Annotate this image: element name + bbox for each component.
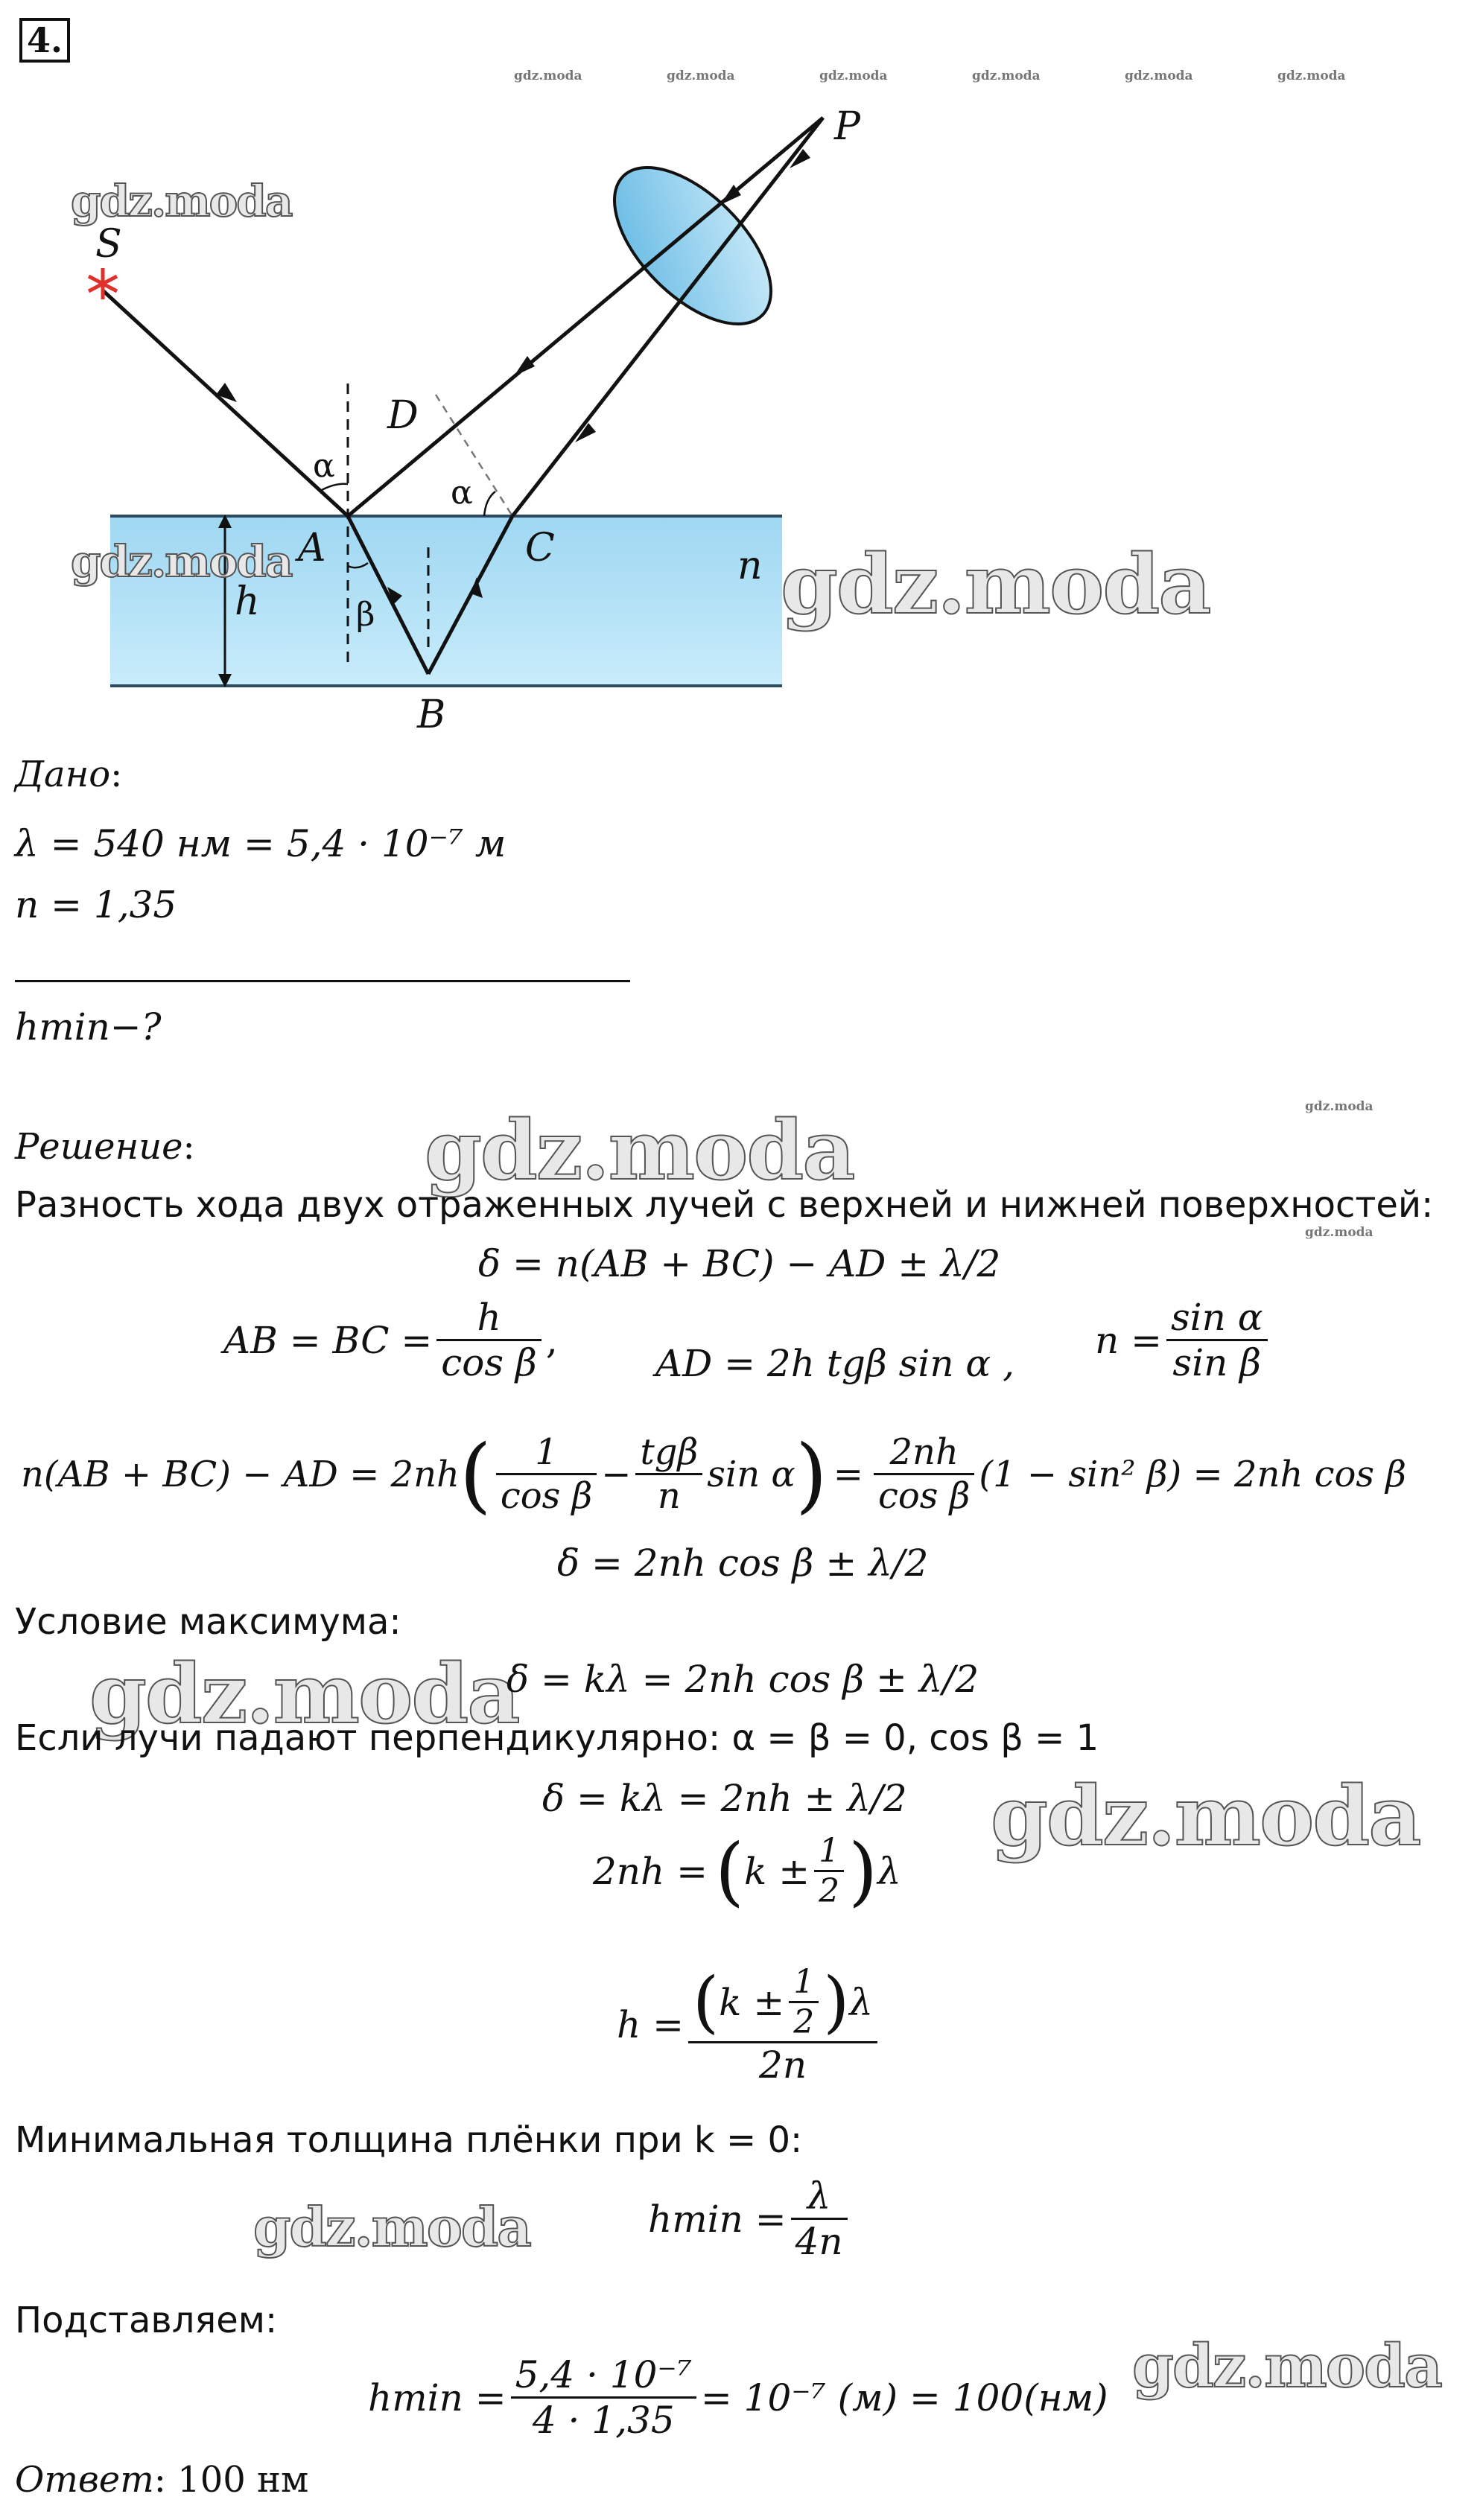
- watermark: gdz.moda: [89, 1646, 519, 1742]
- answer: Ответ: 100 нм: [15, 2459, 309, 2501]
- label-alpha-2: α: [451, 474, 473, 512]
- watermark-small: gdz.moda: [1125, 69, 1193, 83]
- eq-2nh: 2nh = ( k ± $\frac{1}{2}$ ) λ: [593, 1827, 901, 1915]
- eq-delta-result: δ = 2nh cos β ± λ/2: [557, 1541, 929, 1585]
- eq-hmin-formula: hmin = $\frac{\lambda}{4n}$: [648, 2174, 852, 2263]
- label-b: B: [417, 693, 446, 737]
- watermark: gdz.moda: [71, 536, 292, 587]
- eq-n-snell: n = $\frac{\text{sin α}}{\text{sin β}}$: [1095, 1296, 1272, 1384]
- watermark-small: gdz.moda: [667, 69, 735, 83]
- eq-hmin-value: hmin = $\frac{\text{5,4 · 10⁻⁷}}{4 \cdot 1,35}$ = 10⁻⁷ (м) = 100(нм): [368, 2353, 1108, 2442]
- eq-delta: δ = n(AB + BC) − AD ± λ/2: [478, 1242, 1001, 1285]
- solution-intro: Разность хода двух отраженных лучей с верхней и нижней поверхностей:: [15, 1184, 1434, 1226]
- substitute-label: Подставляем:: [15, 2300, 278, 2341]
- label-c: C: [525, 526, 555, 570]
- eq-perp: δ = kλ = 2nh ± λ/2: [542, 1777, 907, 1820]
- watermark: gdz.moda: [71, 176, 292, 226]
- line-dc: [436, 395, 512, 516]
- watermark-small: gdz.moda: [1277, 69, 1346, 83]
- given-find: hmin−?: [15, 1005, 162, 1049]
- given-title: Дано:: [15, 754, 123, 795]
- watermark-small: gdz.moda: [1305, 1099, 1373, 1114]
- lens: [588, 141, 798, 351]
- watermark-small: gdz.moda: [514, 69, 582, 83]
- watermark: gdz.moda: [1132, 2331, 1441, 2401]
- watermark-small: gdz.moda: [1305, 1225, 1373, 1240]
- watermark: gdz.moda: [781, 536, 1210, 632]
- watermark: gdz.moda: [991, 1768, 1420, 1864]
- label-d: D: [387, 393, 419, 438]
- label-h: h: [235, 579, 260, 624]
- eq-max-condition: δ = kλ = 2nh cos β ± λ/2: [506, 1658, 979, 1701]
- eq-h: h = ( k ± $\frac{1}{2}$ ) λ 2n: [617, 1963, 882, 2087]
- watermark-small: gdz.moda: [972, 69, 1041, 83]
- given-separator: [15, 980, 630, 982]
- max-condition-label: Условие максимума:: [15, 1601, 401, 1643]
- incident-ray: [103, 290, 348, 516]
- eq-path-diff: n(AB + BC) − AD = 2nh ( $\frac{1}{\text{cos β}}$ − $\frac{\text{tgβ}}{n}$ sin α ) = $\frac{2nh}{\text{cos β}}$ (1 − sin² β) = 2nh cos β: [21, 1426, 1407, 1522]
- given-n: n = 1,35: [15, 883, 177, 926]
- perp-text: Если лучи падают перпендикулярно: α = β = 0, cos β = 1: [15, 1717, 1099, 1759]
- eq-ad: AD = 2h tgβ sin α ,: [655, 1342, 1014, 1385]
- watermark-small: gdz.moda: [819, 69, 888, 83]
- min-thickness-text: Минимальная толщина плёнки при k = 0:: [15, 2119, 803, 2161]
- label-beta: β: [356, 596, 375, 634]
- label-s: S: [95, 222, 122, 267]
- problem-number: 4.: [19, 18, 70, 63]
- source-star: [89, 268, 117, 299]
- eq-ab-bc: AB = BC = $\frac{h}{\text{cos β}}$ ,: [223, 1296, 558, 1384]
- label-alpha: α: [313, 447, 335, 485]
- label-n: n: [737, 544, 763, 588]
- watermark: gdz.moda: [425, 1102, 854, 1198]
- label-a: A: [298, 526, 326, 570]
- watermark: gdz.moda: [253, 2195, 530, 2259]
- solution-title: Решение:: [15, 1126, 195, 1168]
- label-p: P: [834, 104, 860, 149]
- given-lambda: λ = 540 нм = 5,4 · 10⁻⁷ м: [15, 822, 506, 865]
